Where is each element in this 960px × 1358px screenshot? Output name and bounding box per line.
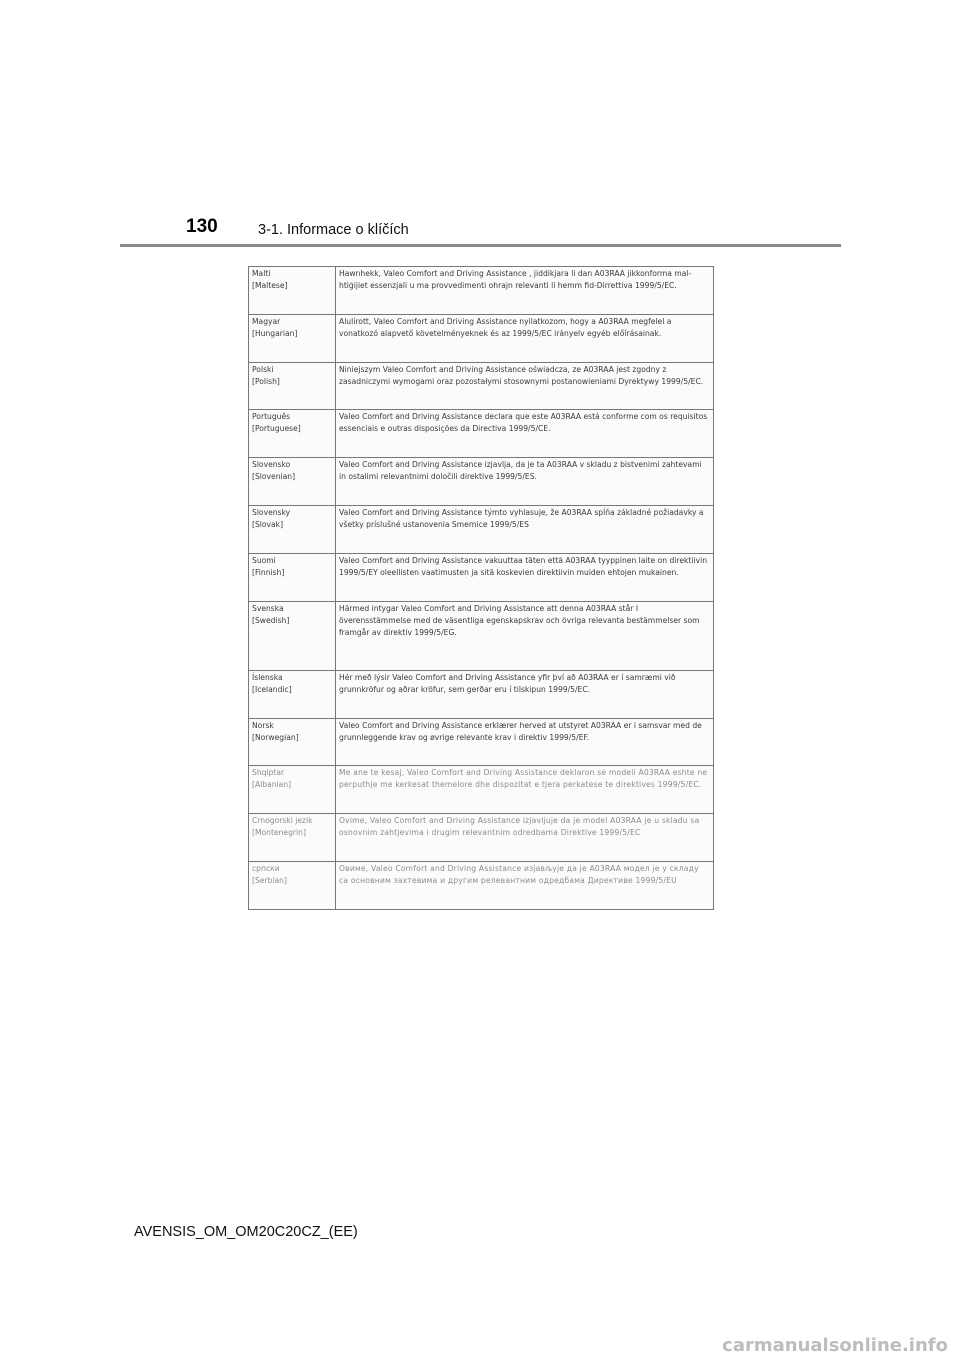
declaration-text-cell: Valeo Comfort and Driving Assistance erklærer herved at utstyret A03RAA er i samsvar med de grunnleggende krav og øvrige relevante krav i direktiv 1999/5/EF. <box>336 718 714 766</box>
declaration-text-cell: Valeo Comfort and Driving Assistance vakuuttaa täten että A03RAA tyyppinen laite on direktiivin 1999/5/EY oleellisten vaatimusten ja sitä koskevien direktiivin muiden ehtojen mukainen. <box>336 553 714 601</box>
table-row <box>249 362 714 410</box>
declaration-text-cell: Овиме, Valeo Comfort and Driving Assistance изјављује да је A03RAA модел је у складу са основним захтевима и другим релевантним одредбама Директиве 1999/5/EU <box>336 862 714 910</box>
declaration-text-cell: Me ane te kesaj, Valeo Comfort and Driving Assistance deklaron se modeli A03RAA eshte ne perputhje me kerkesat themelore dhe dispozitat e tjera perkatese te direktives 1999/5/EC. <box>336 766 714 814</box>
table-row <box>249 601 714 670</box>
declaration-text-cell: Valeo Comfort and Driving Assistance declara que este A03RAA está conforme com os requisitos essenciais e outras disposições da Directiva 1999/5/CE. <box>336 410 714 458</box>
language-cell: Suomi [Finnish] <box>249 553 336 601</box>
declaration-text-cell: Ovime, Valeo Comfort and Driving Assistance izjavljuje da je model A03RAA je u skladu sa osnovnim zahtjevima i drugim relevantnim odredbama Direktive 1999/5/EC <box>336 814 714 862</box>
language-cell: Shqiptar [Albanian] <box>249 766 336 814</box>
language-cell: српски [Serbian] <box>249 862 336 910</box>
declaration-table <box>248 266 714 910</box>
section-title: 3-1. Informace o klíčích <box>258 222 409 238</box>
page-number: 130 <box>186 216 218 237</box>
table-row <box>249 458 714 506</box>
declaration-text-cell: Valeo Comfort and Driving Assistance týmto vyhlasuje, že A03RAA spĺňa základné požiadavky a všetky príslušné ustanovenia Smernice 1999/5/ES <box>336 506 714 554</box>
table-row <box>249 862 714 910</box>
language-cell: Svenska [Swedish] <box>249 601 336 670</box>
declaration-text-cell: Hér með lýsir Valeo Comfort and Driving Assistance yfir því að A03RAA er í samræmi við grunnkröfur og aðrar kröfur, sem gerðar eru í tilskipun 1999/5/EC. <box>336 670 714 718</box>
table-row <box>249 267 714 315</box>
declaration-text-cell: Härmed intygar Valeo Comfort and Driving Assistance att denna A03RAA står I överensstämmelse med de väsentliga egenskapskrav och övriga relevanta bestämmelser som framgår av direktiv 1999/5/EG. <box>336 601 714 670</box>
declaration-scan <box>248 266 714 910</box>
language-cell: Português [Portuguese] <box>249 410 336 458</box>
declaration-text-cell: Valeo Comfort and Driving Assistance izjavlja, da je ta A03RAA v skladu z bistvenimi zahtevami in ostalimi relevantnimi določili direktive 1999/5/ES. <box>336 458 714 506</box>
table-row <box>249 553 714 601</box>
language-cell: Polski [Polish] <box>249 362 336 410</box>
declaration-text-cell: Niniejszym Valeo Comfort and Driving Assistance oświadcza, ze A03RAA jest zgodny z zasadniczymi wymogami oraz pozostałymi stosownymi postanowieniami Dyrektywy 1999/5/EC. <box>336 362 714 410</box>
language-cell: Slovensko [Slovenian] <box>249 458 336 506</box>
language-cell: Íslenska [Icelandic] <box>249 670 336 718</box>
declaration-text-cell: Alulírott, Valeo Comfort and Driving Assistance nyilatkozom, hogy a A03RAA megfelel a vonatkozó alapvető követelményeknek és az 1999/5/EC irányelv egyéb előírásainak. <box>336 314 714 362</box>
header-rule <box>120 244 841 247</box>
table-row <box>249 314 714 362</box>
language-cell: Norsk [Norwegian] <box>249 718 336 766</box>
language-cell: Crnogorski jezik [Montenegrin] <box>249 814 336 862</box>
declaration-text-cell: Hawnhekk, Valeo Comfort and Driving Assistance , jiddikjara li dan A03RAA jikkonforma mal-htiġijiet essenzjali u ma provvedimenti ohrajn relevanti li hemm fid-Dirrettiva 1999/5/EC. <box>336 267 714 315</box>
language-cell: Slovensky [Slovak] <box>249 506 336 554</box>
table-row <box>249 506 714 554</box>
table-row <box>249 410 714 458</box>
table-row <box>249 766 714 814</box>
table-row <box>249 670 714 718</box>
site-watermark: carmanualsonline.info <box>722 1335 948 1356</box>
language-cell: Magyar [Hungarian] <box>249 314 336 362</box>
table-row <box>249 814 714 862</box>
language-cell: Malti [Maltese] <box>249 267 336 315</box>
table-row <box>249 718 714 766</box>
document-code: AVENSIS_OM_OM20C20CZ_(EE) <box>134 1224 358 1240</box>
